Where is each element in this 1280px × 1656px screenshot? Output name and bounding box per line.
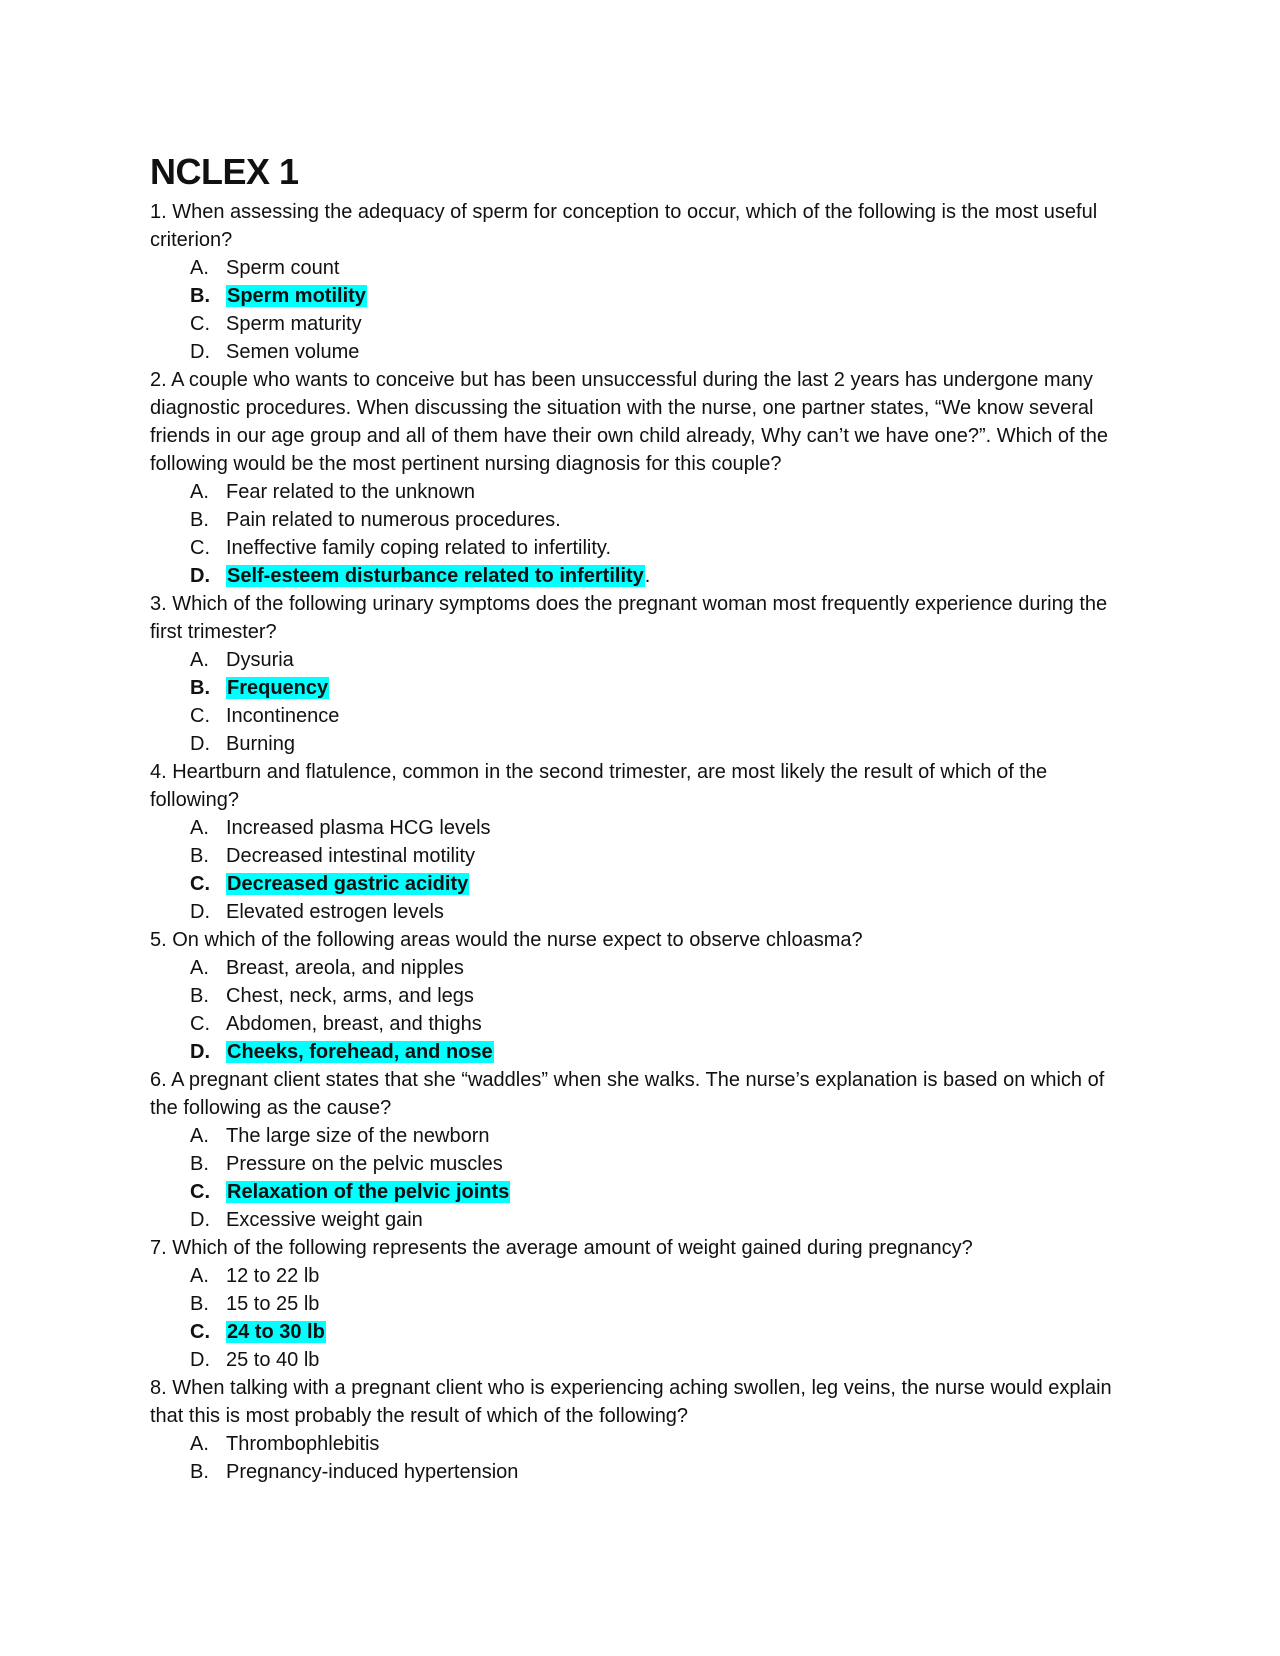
option-text: Sperm maturity — [226, 313, 362, 335]
highlighted-answer-text: Cheeks, forehead, and nose — [227, 1041, 493, 1063]
answer-option-correct — [190, 1318, 1120, 1346]
option-letter: D. — [190, 565, 210, 587]
option-text: Breast, areola, and nipples — [226, 957, 464, 979]
answer-option — [190, 1290, 1120, 1318]
answer-option — [190, 1150, 1120, 1178]
question-text: 3. Which of the following urinary symptoms does the pregnant woman most frequently experience during the first trimester? — [150, 593, 1108, 643]
option-content — [226, 730, 295, 758]
option-content — [226, 1290, 319, 1318]
answer-option — [190, 842, 1120, 870]
answer-option — [190, 506, 1120, 534]
option-letter: B. — [190, 985, 209, 1007]
option-content — [226, 1178, 510, 1206]
option-content — [226, 870, 469, 898]
option-content — [226, 562, 650, 590]
option-letter: D. — [190, 901, 210, 923]
option-text: The large size of the newborn — [226, 1125, 490, 1147]
option-letter: B. — [190, 845, 209, 867]
option-text: 12 to 22 lb — [226, 1265, 320, 1287]
option-text: Pregnancy-induced hypertension — [226, 1461, 519, 1483]
option-content — [226, 646, 294, 674]
option-text: Pain related to numerous procedures. — [226, 509, 561, 531]
answer-option — [190, 1122, 1120, 1150]
option-letter: A. — [190, 257, 209, 279]
option-content — [226, 1318, 326, 1346]
option-content — [226, 674, 329, 702]
option-letter: D. — [190, 733, 210, 755]
option-list — [150, 646, 1120, 758]
option-list — [150, 814, 1120, 926]
answer-option-correct — [190, 1178, 1120, 1206]
option-text: Sperm count — [226, 257, 340, 279]
option-content — [226, 282, 367, 310]
option-letter: C. — [190, 537, 210, 559]
answer-option-correct — [190, 562, 1120, 590]
option-letter: B. — [190, 285, 210, 307]
option-content — [226, 338, 359, 366]
option-content — [226, 1038, 494, 1066]
highlighted-answer-text: Sperm motility — [227, 285, 366, 307]
option-content — [226, 1122, 490, 1150]
answer-option — [190, 1430, 1120, 1458]
highlighted-answer-text: Decreased gastric acidity — [227, 873, 469, 895]
option-list — [150, 1262, 1120, 1374]
option-letter: D. — [190, 1349, 210, 1371]
answer-option — [190, 254, 1120, 282]
option-text: Ineffective family coping related to infertility. — [226, 537, 611, 559]
answer-option — [190, 982, 1120, 1010]
question-block — [150, 198, 1120, 366]
option-letter: A. — [190, 817, 209, 839]
option-text: Incontinence — [226, 705, 340, 727]
option-letter: B. — [190, 1293, 209, 1315]
option-list — [150, 254, 1120, 366]
answer-option-correct — [190, 674, 1120, 702]
question-block — [150, 926, 1120, 1066]
option-content — [226, 1262, 319, 1290]
answer-option-correct — [190, 282, 1120, 310]
option-letter: B. — [190, 509, 209, 531]
document-title: NCLEX 1 — [150, 151, 299, 192]
option-content — [226, 898, 444, 926]
question-block — [150, 758, 1120, 926]
option-text: 15 to 25 lb — [226, 1293, 320, 1315]
highlighted-answer-text: Relaxation of the pelvic joints — [227, 1181, 510, 1203]
option-letter: C. — [190, 705, 210, 727]
option-text: Chest, neck, arms, and legs — [226, 985, 474, 1007]
option-content — [226, 702, 339, 730]
option-content — [226, 1346, 319, 1374]
answer-option — [190, 310, 1120, 338]
question-text: 8. When talking with a pregnant client who is experiencing aching swollen, leg veins, the nurse would explain that this is most probably the result of which of the following? — [150, 1377, 1112, 1427]
option-list — [150, 954, 1120, 1066]
question-text: 6. A pregnant client states that she “waddles” when she walks. The nurse’s explanation is based on which of the following as the cause? — [150, 1069, 1105, 1119]
highlighted-answer-text: 24 to 30 lb — [227, 1321, 325, 1343]
option-trailing-punctuation: . — [644, 565, 651, 587]
question-block — [150, 366, 1120, 590]
option-content — [226, 1150, 503, 1178]
document-page — [150, 150, 1120, 1486]
option-text: Burning — [226, 733, 295, 755]
answer-option — [190, 646, 1120, 674]
option-text: 25 to 40 lb — [226, 1349, 320, 1371]
option-letter: A. — [190, 649, 209, 671]
option-content — [226, 254, 339, 282]
question-block — [150, 590, 1120, 758]
option-text: Increased plasma HCG levels — [226, 817, 491, 839]
option-letter: A. — [190, 1265, 209, 1287]
answer-option — [190, 1346, 1120, 1374]
question-text: 7. Which of the following represents the average amount of weight gained during pregnancy? — [150, 1237, 973, 1259]
option-letter: C. — [190, 1321, 210, 1343]
option-content — [226, 954, 464, 982]
option-content — [226, 842, 475, 870]
option-list — [150, 478, 1120, 590]
option-list — [150, 1430, 1120, 1486]
option-letter: C. — [190, 313, 210, 335]
option-letter: D. — [190, 341, 210, 363]
answer-option — [190, 954, 1120, 982]
option-content — [226, 478, 475, 506]
question-text: 4. Heartburn and flatulence, common in the second trimester, are most likely the result of which of the following? — [150, 761, 1048, 811]
option-content — [226, 310, 362, 338]
option-list — [150, 1122, 1120, 1234]
option-letter: A. — [190, 957, 209, 979]
option-text: Pressure on the pelvic muscles — [226, 1153, 503, 1175]
option-content — [226, 1206, 423, 1234]
option-text: Abdomen, breast, and thighs — [226, 1013, 482, 1035]
answer-option — [190, 898, 1120, 926]
option-text: Dysuria — [226, 649, 294, 671]
option-letter: B. — [190, 677, 210, 699]
question-block — [150, 1374, 1120, 1486]
answer-option-correct — [190, 870, 1120, 898]
answer-option — [190, 702, 1120, 730]
option-letter: A. — [190, 1125, 209, 1147]
question-list — [150, 198, 1120, 1486]
option-letter: C. — [190, 1013, 210, 1035]
option-content — [226, 814, 491, 842]
highlighted-answer-text: Self-esteem disturbance related to infertility — [227, 565, 644, 587]
option-letter: A. — [190, 1433, 209, 1455]
question-text: 5. On which of the following areas would the nurse expect to observe chloasma? — [150, 929, 863, 951]
option-text: Fear related to the unknown — [226, 481, 476, 503]
question-block — [150, 1066, 1120, 1234]
question-text: 2. A couple who wants to conceive but has been unsuccessful during the last 2 years has undergone many diagnostic procedures. When discussing the situation with the nurse, one partner states, “We know several friends in our age group and all of them have their own child already, Why can’t we have one?”. Which of the following would be the most pertinent nursing diagnosis for this couple? — [150, 369, 1108, 475]
option-letter: B. — [190, 1153, 209, 1175]
option-text: Thrombophlebitis — [226, 1433, 380, 1455]
answer-option — [190, 1206, 1120, 1234]
option-text: Decreased intestinal motility — [226, 845, 475, 867]
highlighted-answer-text: Frequency — [227, 677, 329, 699]
option-letter: C. — [190, 1181, 210, 1203]
option-letter: D. — [190, 1209, 210, 1231]
answer-option-correct — [190, 1038, 1120, 1066]
question-text: 1. When assessing the adequacy of sperm for conception to occur, which of the following is the most useful criterion? — [150, 201, 1098, 251]
option-letter: C. — [190, 873, 210, 895]
option-content — [226, 982, 474, 1010]
option-letter: A. — [190, 481, 209, 503]
option-letter: B. — [190, 1461, 209, 1483]
question-block — [150, 1234, 1120, 1374]
answer-option — [190, 338, 1120, 366]
answer-option — [190, 478, 1120, 506]
answer-option — [190, 730, 1120, 758]
option-text: Elevated estrogen levels — [226, 901, 444, 923]
answer-option — [190, 1458, 1120, 1486]
option-content — [226, 1010, 482, 1038]
option-content — [226, 1430, 379, 1458]
option-content — [226, 1458, 518, 1486]
answer-option — [190, 1262, 1120, 1290]
option-letter: D. — [190, 1041, 210, 1063]
option-text: Semen volume — [226, 341, 360, 363]
option-text: Excessive weight gain — [226, 1209, 423, 1231]
answer-option — [190, 814, 1120, 842]
option-content — [226, 506, 561, 534]
answer-option — [190, 1010, 1120, 1038]
option-content — [226, 534, 611, 562]
answer-option — [190, 534, 1120, 562]
